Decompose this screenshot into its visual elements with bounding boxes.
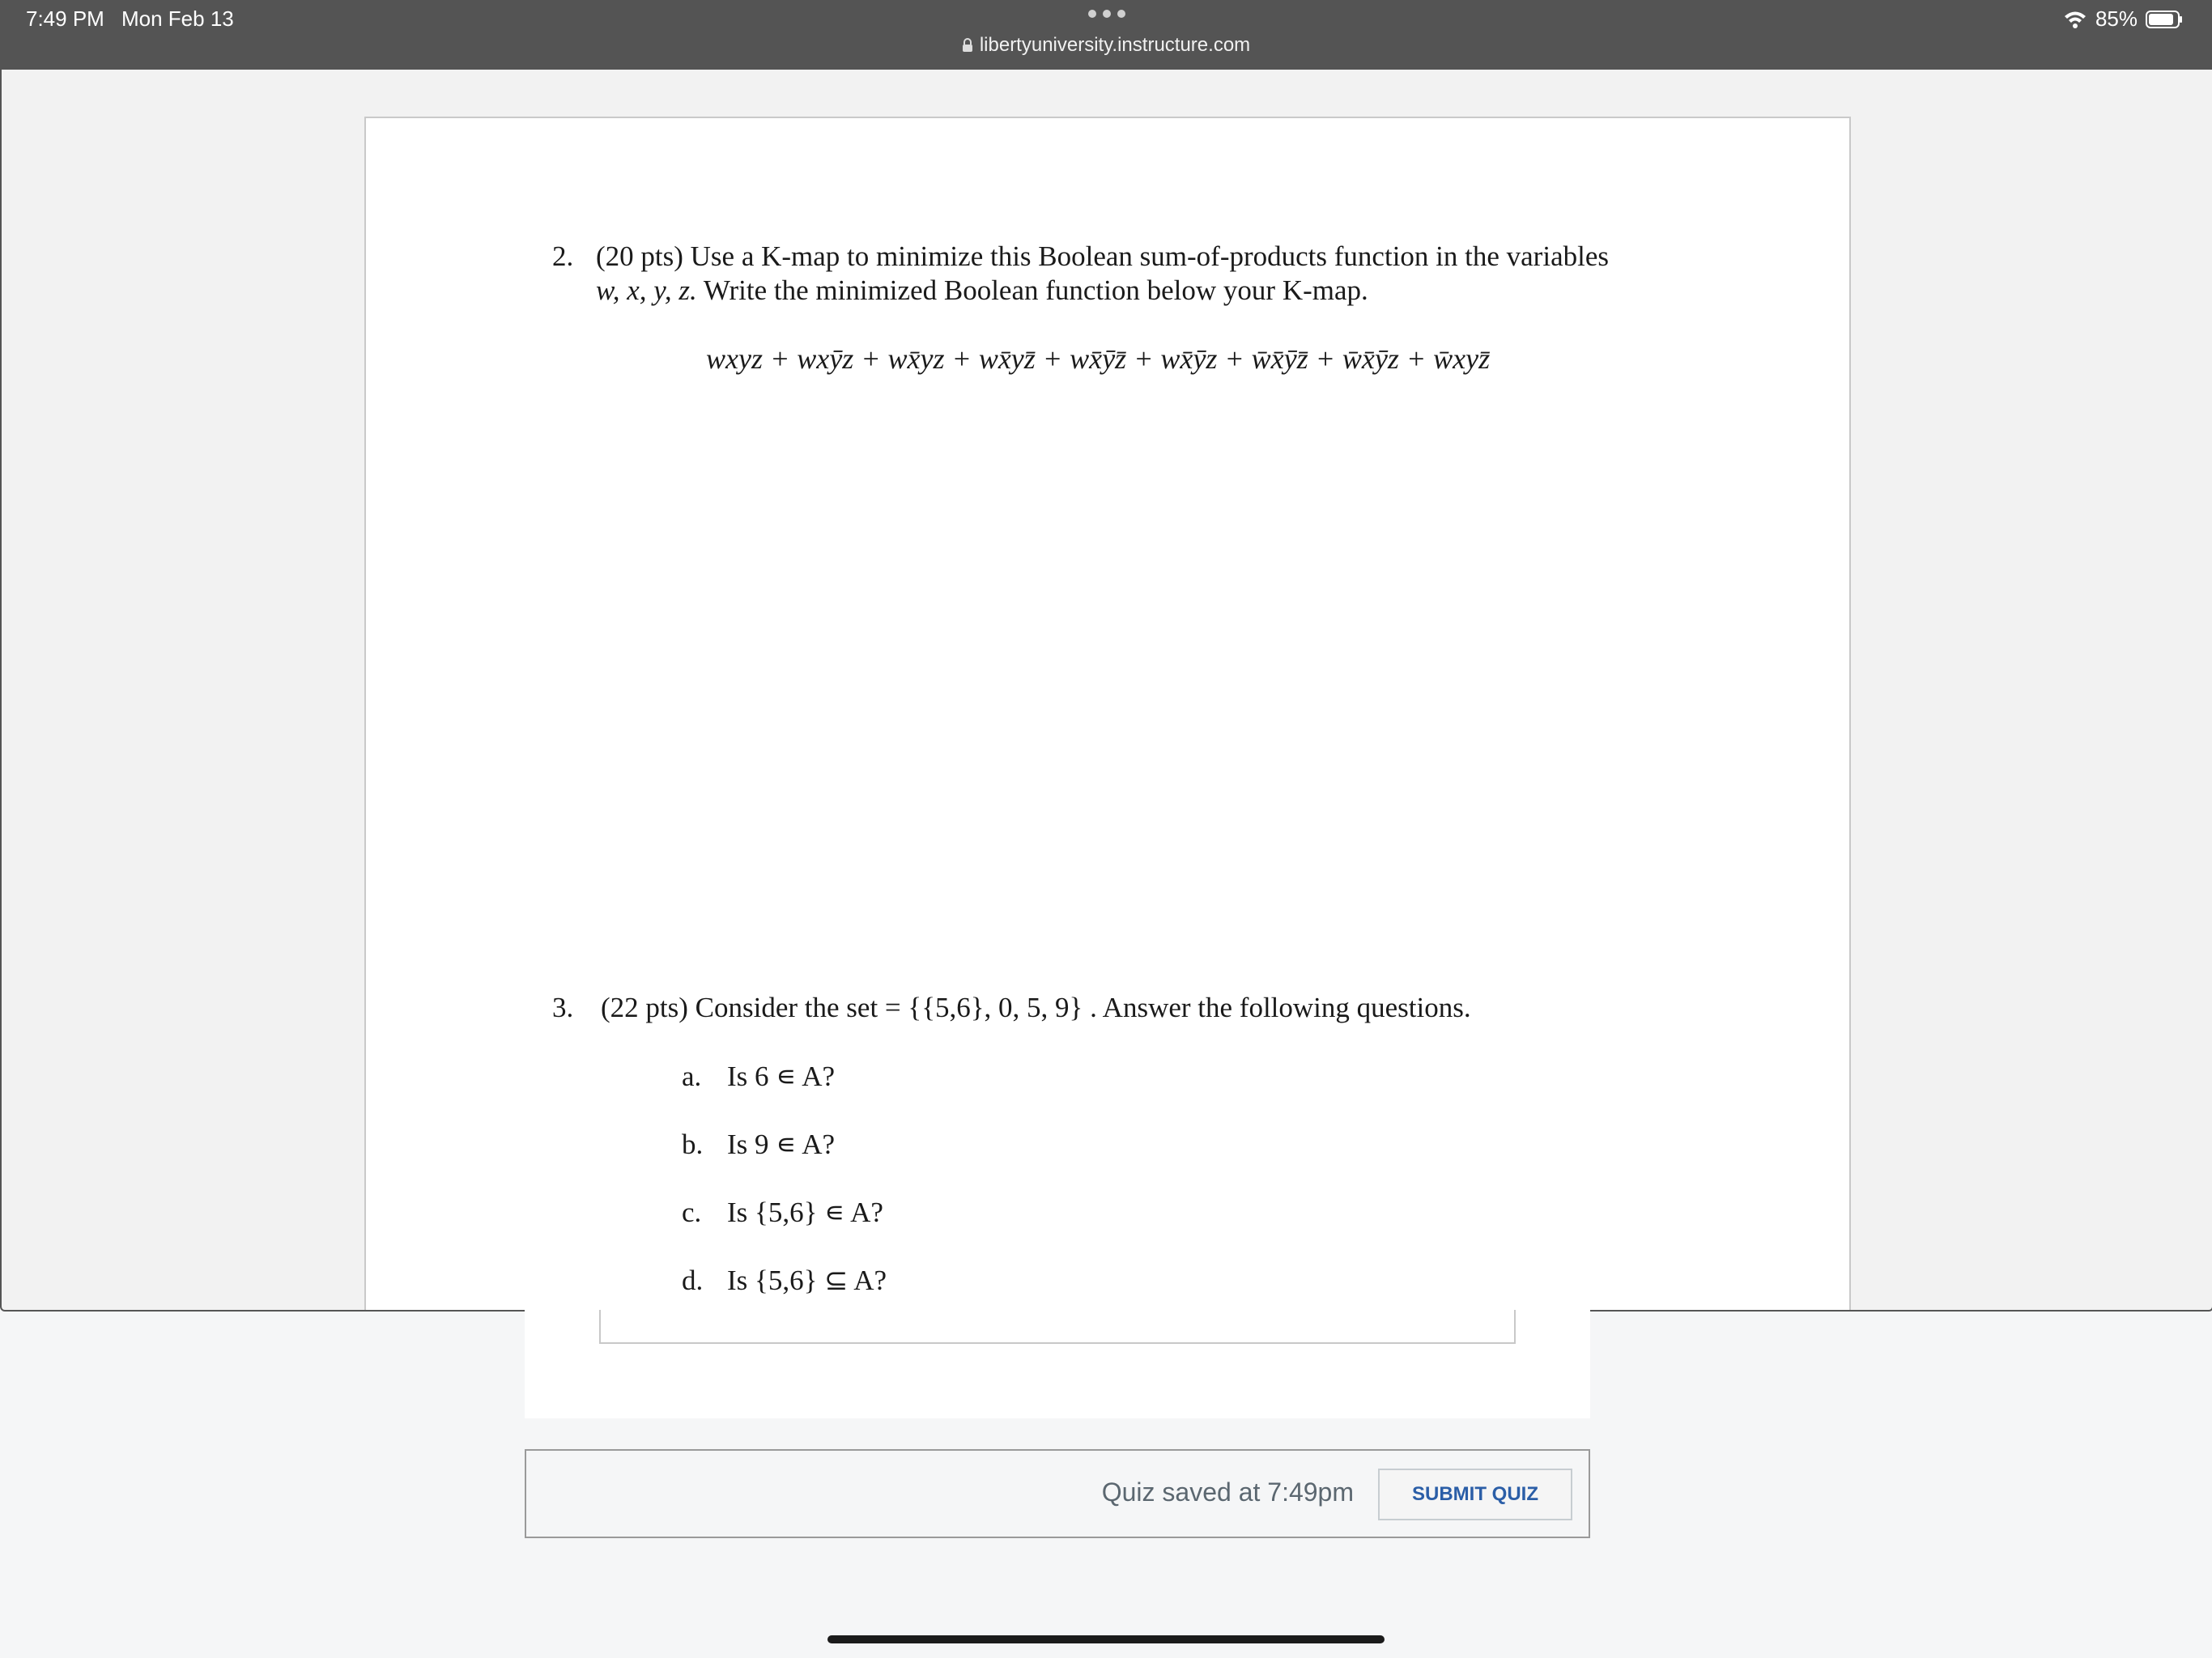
question-text: (22 pts) Consider the set = {{5,6}, 0, 5, 9} . Answer the following questions. <box>601 992 1471 1023</box>
sub-letter: c. <box>682 1197 702 1228</box>
sub-letter: b. <box>682 1129 704 1160</box>
sub-text: Is {5,6} ⊆ A? <box>727 1265 887 1296</box>
home-indicator[interactable] <box>827 1635 1385 1643</box>
status-right <box>2063 6 2183 32</box>
variables: w, x, y, z. <box>596 274 697 306</box>
question-number: 3. <box>552 992 574 1023</box>
submit-quiz-button[interactable]: SUBMIT QUIZ <box>1378 1469 1572 1520</box>
status-time: 7:49 PM <box>26 6 104 31</box>
status-date: Mon Feb 13 <box>121 6 234 31</box>
wifi-icon <box>2063 10 2087 29</box>
quiz-footer <box>525 1449 1590 1538</box>
quiz-saved-status: Quiz saved at 7:49pm <box>1101 1477 1354 1507</box>
answer-card <box>525 1310 1590 1418</box>
address-bar[interactable] <box>0 34 2212 57</box>
question-number: 2. <box>552 240 574 272</box>
sub-text: Is {5,6} ∊ A? <box>727 1197 883 1228</box>
more-dots-icon[interactable] <box>1087 8 1127 19</box>
battery-icon <box>2146 10 2183 29</box>
question-text-line2 <box>596 274 1368 308</box>
boolean-expression: wxyz + wxȳz + wx̄yz + wx̄yz̄ + wx̄ȳz̄ + wx̄ȳz + w̄x̄ȳz̄ + w̄x̄ȳz + w̄xyz̄ <box>706 342 1491 375</box>
answer-input-box[interactable] <box>599 1310 1516 1344</box>
document-page <box>364 117 1851 1312</box>
sub-letter: d. <box>682 1265 704 1296</box>
lock-icon <box>962 38 973 53</box>
browser-top-bar <box>0 0 2212 70</box>
sub-text: Is 9 ∊ A? <box>727 1129 836 1160</box>
question-text: (20 pts) Use a K-map to minimize this Boolean sum-of-products function in the variables <box>596 240 1609 272</box>
url-text: libertyuniversity.instructure.com <box>979 34 1251 56</box>
sub-letter: a. <box>682 1061 702 1092</box>
battery-percent: 85% <box>2095 6 2138 31</box>
sub-text: Is 6 ∊ A? <box>727 1061 836 1092</box>
question-instruction: Write the minimized Boolean function below your K-map. <box>696 274 1368 306</box>
document-viewer[interactable] <box>0 70 2212 1312</box>
